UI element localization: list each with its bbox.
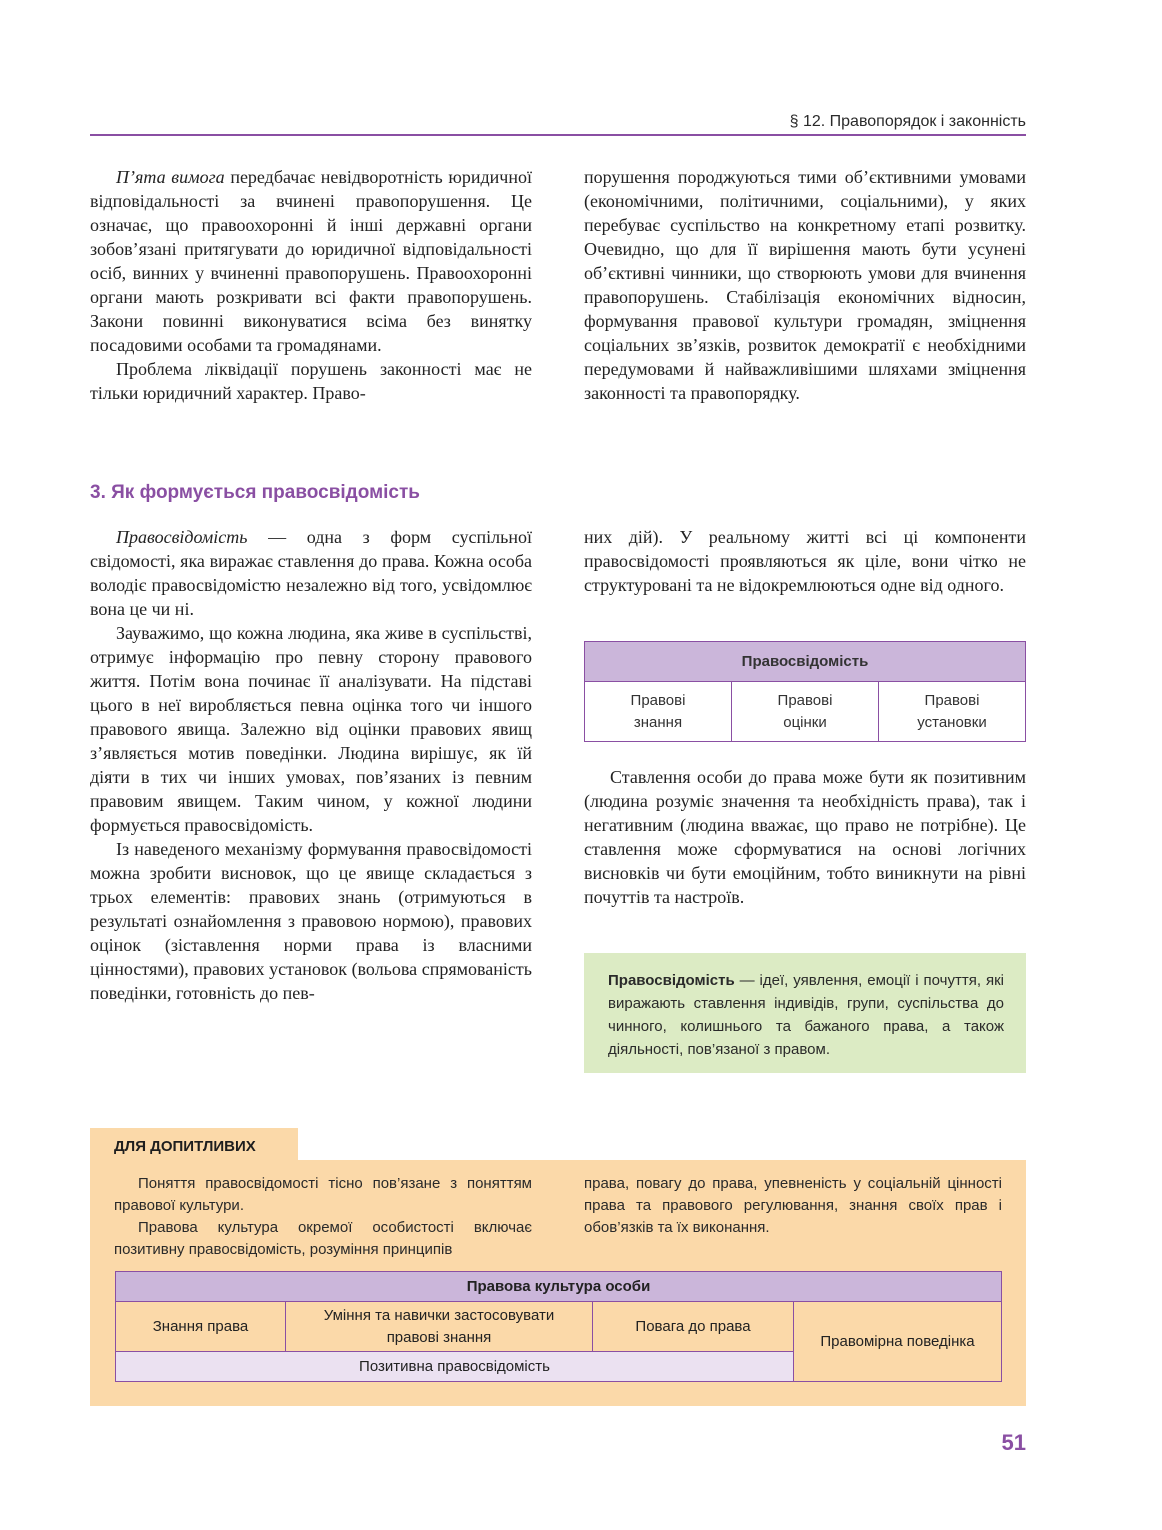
table-cell: Уміння та навички застосовувати правові знання <box>286 1302 593 1352</box>
table-header: Правова культура особи <box>116 1272 1002 1302</box>
paragraph: Поняття правосвідомості тісно пов’язане з поняттям правової культури. <box>114 1175 532 1214</box>
paragraph: Ставлення особи до права може бути як позитивним (людина розуміє значення та необхідність права), так і негативним (людина вважає, що право не потрібне). Це ставлення може сформуватися на основі логічних висновків чи бути емоційним, тобто виникнути на рівні почуттів та настроїв. <box>584 767 1026 907</box>
section-title: 3. Як формується правосвідомість <box>90 482 420 503</box>
section-right-column-top <box>584 525 1026 597</box>
table-cell: Правові знання <box>585 682 732 742</box>
table-cell: Правові установки <box>879 682 1026 742</box>
italic-term: Правосвідомість <box>116 527 248 547</box>
paragraph: Проблема ліквідації порушень законності має не тільки юридичний характер. Право- <box>90 359 532 403</box>
table-cell: Знання права <box>116 1302 286 1352</box>
paragraph <box>90 165 532 357</box>
table-cell: Позитивна правосвідомість <box>116 1352 794 1382</box>
legal-culture-table <box>115 1271 1002 1382</box>
paragraph: права, повагу до права, упевненість у соціальній цінності права та правового регулювання, знання своїх прав і обов’язків та їх виконання. <box>584 1175 1002 1236</box>
top-left-column <box>90 165 532 405</box>
table-cell: Правомірна поведінка <box>794 1302 1002 1382</box>
paragraph-text: передбачає невідворотність юридичної відповідальності за вчинені правопорушення. Це означає, що правоохоронні й інші державні органи зобов’язані притягувати до юридичної відповідальності осіб, винних у вчиненні правопорушень. Правоохоронні органи мають розкривати всі факти правопорушень. Закони повинні виконуватися всіма без винятку посадовими особами та громадянами. <box>90 167 532 355</box>
paragraph: порушення породжуються тими об’єктивними умовами (економічними, політичними, соціальними), у яких перебуває суспільство на конкретному етапі розвитку. Очевидно, що для її вирішення мають бути усунені об’єктивні чинники, що створюють умови для вчинення правопорушень. Стабілізація економічних відносин, формування правової культури громадян, зміцнення соціальних зв’язків, розвиток демократії є необхідними передумовами й найважливішими шляхами зміцнення законності та правопорядку. <box>584 167 1026 403</box>
definition-text: — ідеї, уявлення, емоції і почуття, які виражають ставлення індивідів, групи, суспільства до чинного, колишнього та бажаного права, а також діяльності, пов’язаної з правом. <box>608 972 1004 1058</box>
page-number: 51 <box>1001 1430 1026 1455</box>
definition-term: Правосвідомість <box>608 972 735 989</box>
table-cell: Повага до права <box>593 1302 794 1352</box>
paragraph: Правова культура окремої особистості включає позитивну правосвідомість, розуміння принципів <box>114 1219 532 1258</box>
table-cell: Правові оцінки <box>732 682 879 742</box>
paragraph: них дій). У реальному житті всі ці компоненти правосвідомості проявляються як ціле, вони чітко не структуровані та не відокремлюються одне від одного. <box>584 527 1026 595</box>
section-right-column-bottom <box>584 765 1026 909</box>
section-left-column <box>90 525 532 1005</box>
paragraph-text: — одна з форм суспільної свідомості, яка виражає ставлення до права. Кожна особа володіє правосвідомістю незалежно від того, усвідомлює вона це чи ні. <box>90 527 532 619</box>
curious-right-column <box>584 1173 1002 1239</box>
table-header: Правосвідомість <box>585 642 1026 682</box>
paragraph: Із наведеного механізму формування правосвідомості можна зробити висновок, що це явище складається з трьох елементів: правових знань (отримуються в результаті ознайомлення з правовою нормою), правових оцінок (зіставлення норми права із власними цінностями), правових установок (вольова спрямованість поведінки, готовність до пев- <box>90 839 532 1003</box>
paragraph: Зауважимо, що кожна людина, яка живе в суспільстві, отримує інформацію про певну сторону правового життя. Потім вона починає її аналізувати. На підставі цього в неї виробляється певна оцінка того чи іншого правового явища. Залежно від оцінки правових явищ з’являється мотив поведінки. Людина вирішує, як їй діяти в тих чи інших умовах, пов’язаних із певним правовим явищем. Таким чином, у кожної людини формується правосвідомість. <box>90 623 532 835</box>
italic-term: П’ята вимога <box>116 167 225 187</box>
definition-box <box>584 953 1026 1073</box>
curious-left-column <box>114 1173 532 1261</box>
header-rule <box>90 134 1026 136</box>
paragraph <box>90 525 532 621</box>
curious-tab: ДЛЯ ДОПИТЛИВИХ <box>90 1128 298 1164</box>
top-right-column <box>584 165 1026 405</box>
consciousness-table <box>584 641 1026 742</box>
running-title: § 12. Правопорядок і законність <box>789 113 1026 130</box>
